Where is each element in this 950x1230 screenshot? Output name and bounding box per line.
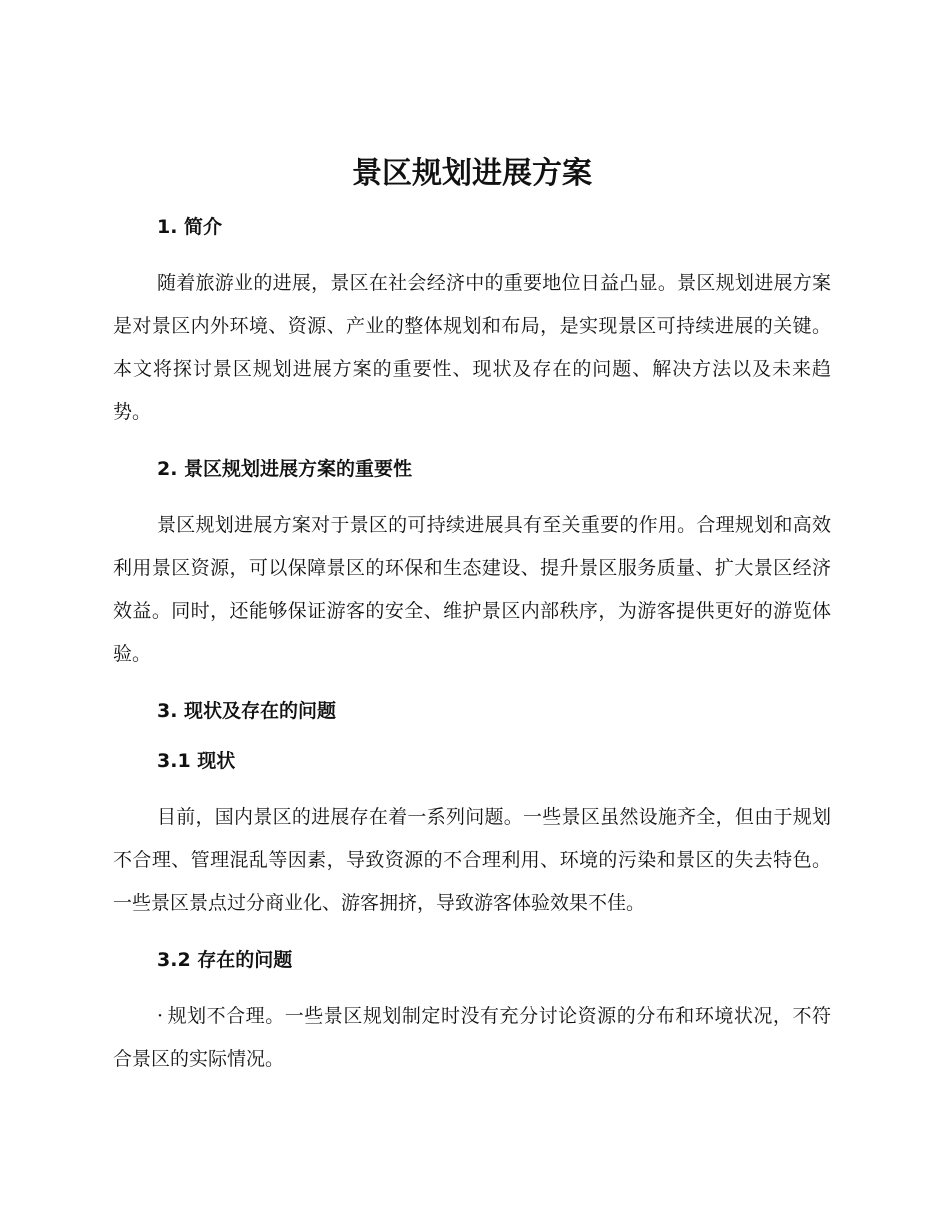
paragraph-importance: 景区规划进展方案对于景区的可持续进展具有至关重要的作用。合理规划和高效利用景区资源，可以保障景区的环保和生态建设、提升景区服务质量、扩大景区经济效益。同时，还能够保证游客的安全、维护景区内部秩序，为游客提供更好的游览体验。 [113, 514, 831, 665]
paragraph-intro: 随着旅游业的进展，景区在社会经济中的重要地位日益凸显。景区规划进展方案是对景区内外环境、资源、产业的整体规划和布局，是实现景区可持续进展的关键。本文将探讨景区规划进展方案的重要性、现状及存在的问题、解决方法以及未来趋势。 [113, 272, 831, 423]
paragraph-status: 目前，国内景区的进展存在着一系列问题。一些景区虽然设施齐全，但由于规划不合理、管理混乱等因素，导致资源的不合理利用、环境的污染和景区的失去特色。一些景区景点过分商业化、游客拥挤，导致游客体验效果不佳。 [113, 806, 831, 914]
section-heading-intro: 1. 简介 [157, 216, 223, 238]
bullet-text: 规划不合理。一些景区规划制定时没有充分讨论资源的分布和环境状况，不符合景区的实际情况。 [113, 1005, 831, 1070]
section-heading-problems: 3.2 存在的问题 [157, 949, 293, 971]
section-heading-status-problems: 3. 现状及存在的问题 [157, 700, 337, 722]
bullet-item-planning [113, 995, 831, 1081]
document-body [113, 150, 831, 1081]
section-heading-importance: 2. 景区规划进展方案的重要性 [157, 458, 413, 480]
bullet-marker: · [157, 1005, 164, 1027]
section-heading-status: 3.1 现状 [157, 750, 236, 772]
document-title: 景区规划进展方案 [352, 156, 592, 191]
